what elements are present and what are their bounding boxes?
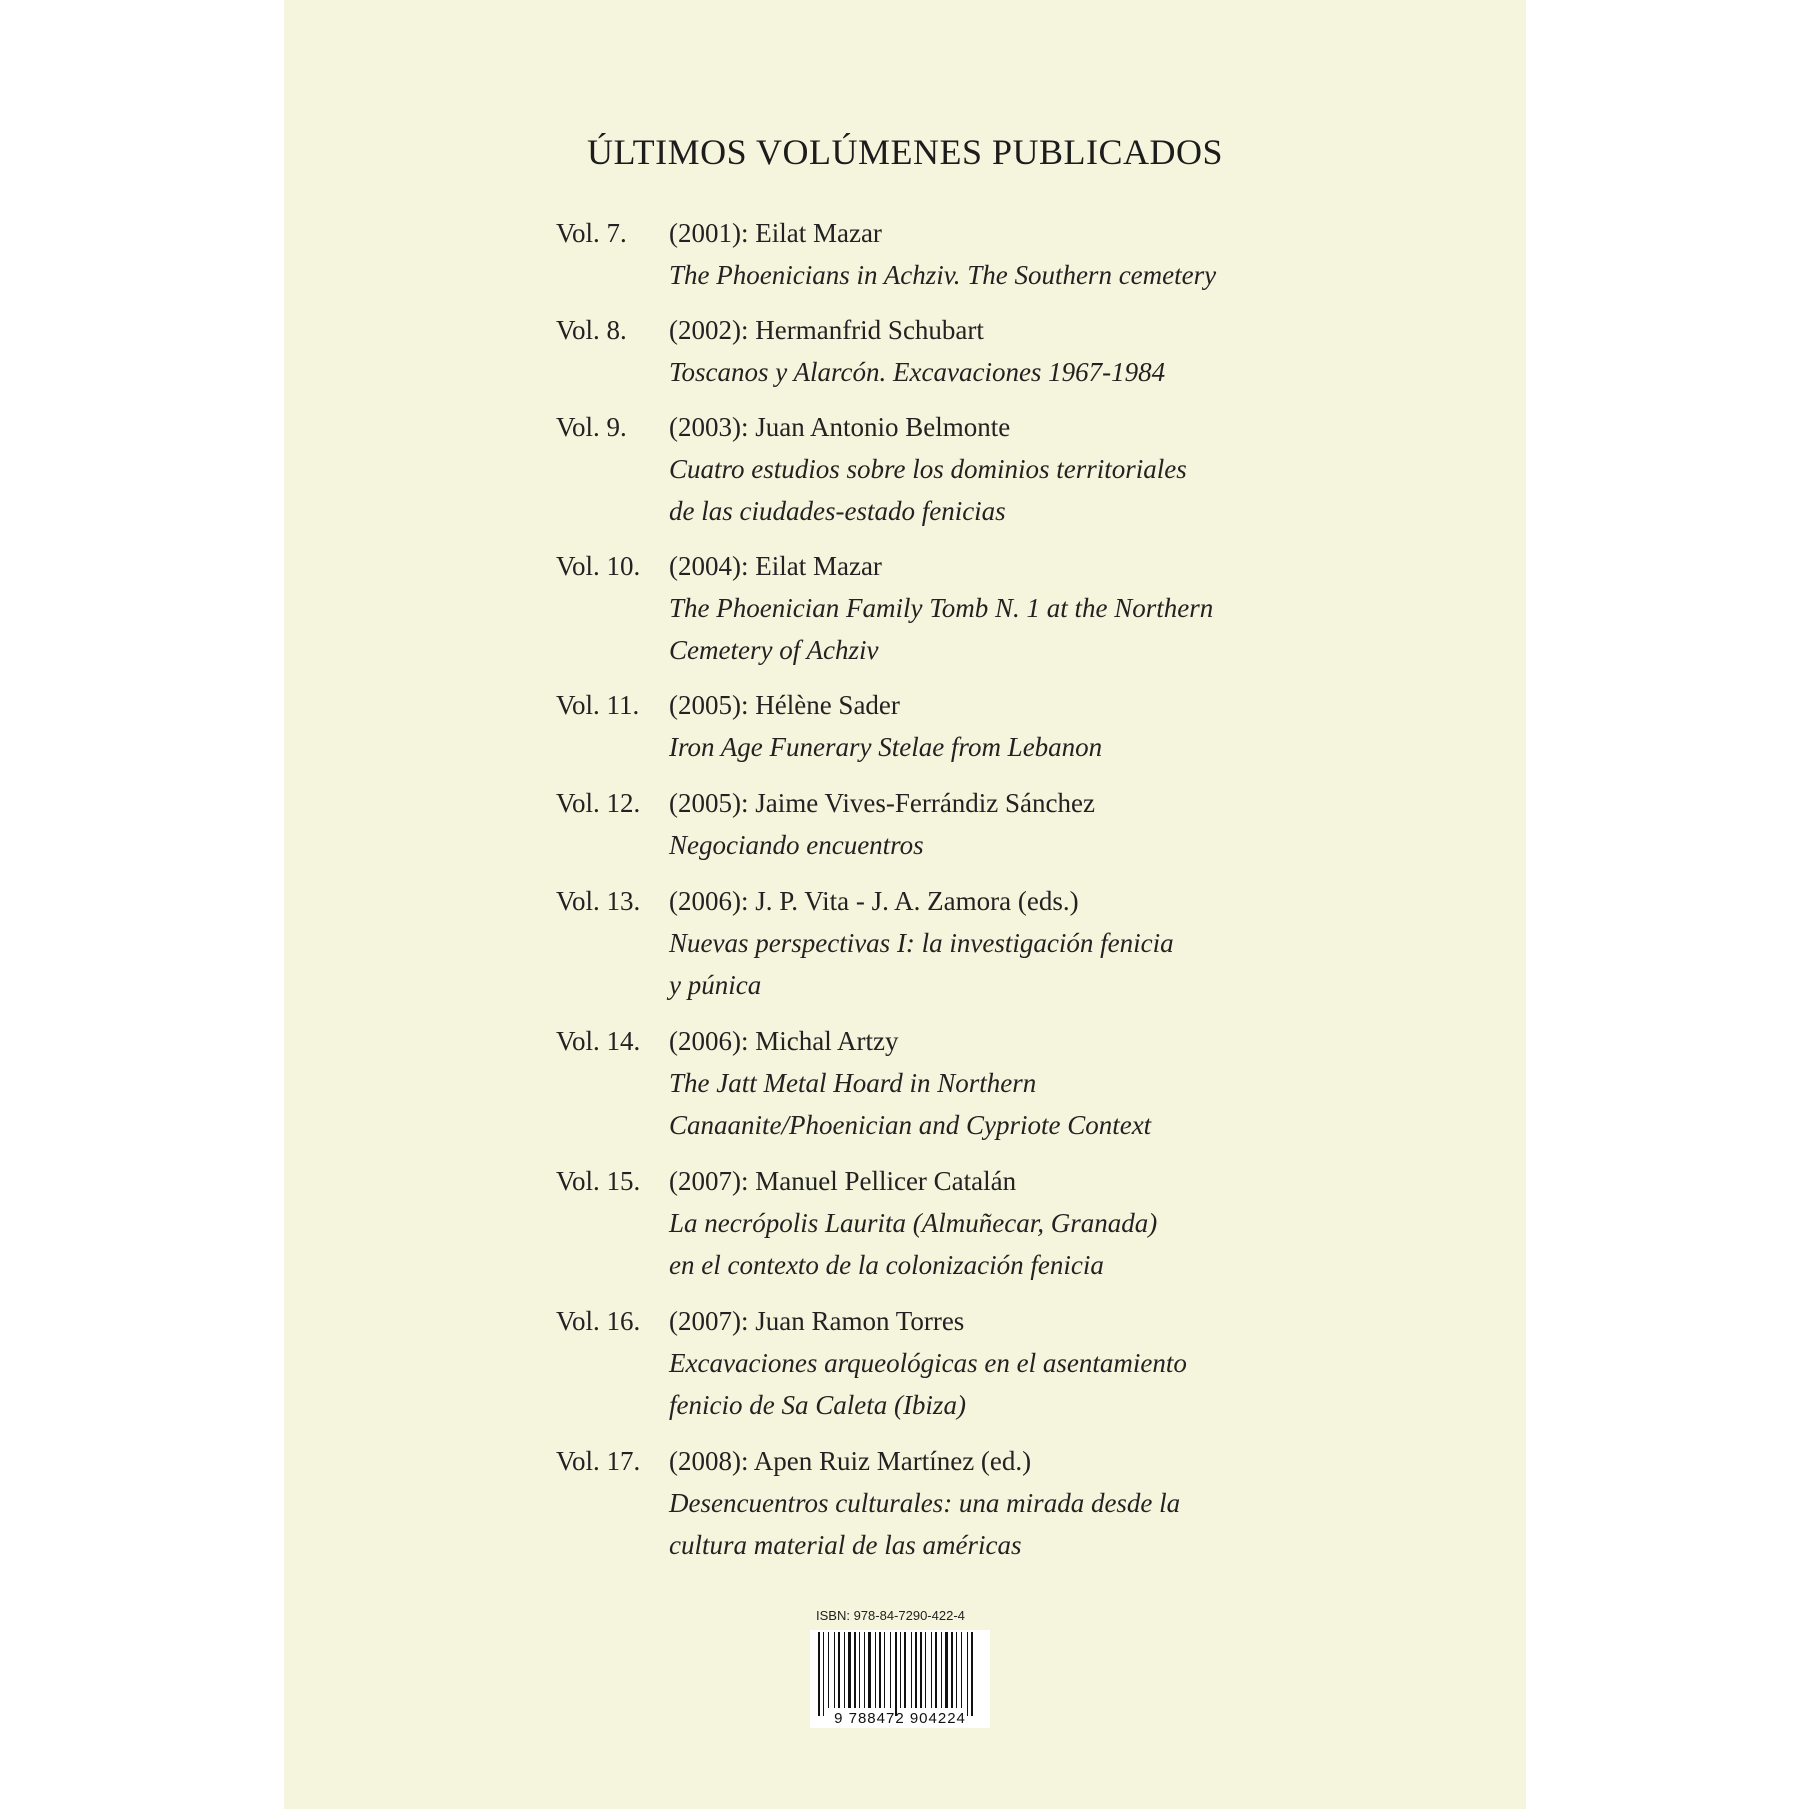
volume-author: (2004): Eilat Mazar <box>669 551 882 581</box>
volume-number: Vol. 13. <box>556 886 641 916</box>
barcode-bar <box>915 1632 917 1708</box>
barcode-bar <box>859 1632 860 1708</box>
volume-author: (2001): Eilat Mazar <box>669 218 882 248</box>
volume-title-line: The Phoenician Family Tomb N. 1 at the Northern <box>669 593 1214 623</box>
isbn-label: ISBN: 978-84-7290-422-4 <box>816 1608 965 1623</box>
isbn-block <box>810 1608 990 1728</box>
volume-details <box>669 1300 1187 1426</box>
barcode-bar <box>838 1632 840 1708</box>
barcode <box>810 1630 990 1728</box>
volume-author: (2007): Juan Ramon Torres <box>669 1306 965 1336</box>
volume-number: Vol. 14. <box>556 1026 641 1056</box>
barcode-bar <box>828 1632 829 1708</box>
barcode-bar <box>834 1632 835 1708</box>
volume-title-line: Excavaciones arqueológicas en el asentamiento <box>669 1348 1187 1378</box>
volume-details <box>669 880 1174 1006</box>
barcode-bar <box>931 1632 932 1708</box>
volume-number: Vol. 16. <box>556 1306 641 1336</box>
volume-author: (2005): Jaime Vives-Ferrándiz Sánchez <box>669 788 1095 818</box>
volume-title-line: Negociando encuentros <box>669 830 924 860</box>
barcode-bar <box>848 1632 851 1708</box>
barcode-bar <box>925 1632 926 1708</box>
barcode-bar <box>951 1632 953 1708</box>
volume-author: (2006): J. P. Vita - J. A. Zamora (eds.) <box>669 886 1079 916</box>
volume-author: (2002): Hermanfrid Schubart <box>669 315 984 345</box>
volume-number: Vol. 7. <box>556 218 627 248</box>
volume-details <box>669 1440 1180 1566</box>
volume-author: (2006): Michal Artzy <box>669 1026 899 1056</box>
volume-number: Vol. 9. <box>556 412 627 442</box>
volume-title-line: The Jatt Metal Hoard in Northern <box>669 1068 1037 1098</box>
barcode-bar <box>911 1632 912 1708</box>
volume-details <box>669 406 1187 532</box>
volume-title-line: Toscanos y Alarcón. Excavaciones 1967-1984 <box>669 357 1166 387</box>
barcode-bar <box>844 1632 845 1708</box>
volume-title-line: de las ciudades-estado fenicias <box>669 496 1006 526</box>
barcode-bar <box>900 1632 901 1708</box>
barcode-bar <box>971 1632 973 1716</box>
barcode-bar <box>884 1632 885 1708</box>
barcode-bar <box>941 1632 942 1708</box>
barcode-bar <box>864 1632 865 1708</box>
barcode-bar <box>895 1632 897 1716</box>
barcode-bar <box>854 1632 856 1708</box>
barcode-bar <box>904 1632 906 1708</box>
volume-number: Vol. 8. <box>556 315 627 345</box>
barcode-bar <box>868 1632 871 1708</box>
volume-title-line: The Phoenicians in Achziv. The Southern cemetery <box>669 260 1217 290</box>
volume-title-line: Canaanite/Phoenician and Cypriote Context <box>669 1110 1152 1140</box>
volume-title-line: fenicio de Sa Caleta (Ibiza) <box>669 1390 966 1420</box>
barcode-bar <box>823 1632 824 1716</box>
back-cover <box>284 0 1526 1809</box>
volume-details <box>669 1160 1157 1286</box>
volume-author: (2005): Hélène Sader <box>669 690 900 720</box>
volume-title-line: cultura material de las américas <box>669 1530 1022 1560</box>
volume-details <box>669 1020 1151 1146</box>
volume-title-line: Iron Age Funerary Stelae from Lebanon <box>669 732 1103 762</box>
barcode-bar <box>935 1632 937 1708</box>
volume-title-line: Cemetery of Achziv <box>669 635 879 665</box>
volume-title-line: Cuatro estudios sobre los dominios territoriales <box>669 454 1187 484</box>
barcode-bar <box>961 1632 962 1708</box>
volume-number: Vol. 15. <box>556 1166 641 1196</box>
volume-details <box>669 782 1095 866</box>
volume-number: Vol. 17. <box>556 1446 641 1476</box>
barcode-bar <box>818 1632 820 1716</box>
volume-author: (2007): Manuel Pellicer Catalán <box>669 1166 1017 1196</box>
barcode-bar <box>879 1632 881 1708</box>
volume-author: (2008): Apen Ruiz Martínez (ed.) <box>669 1446 1032 1476</box>
volume-title-line: La necrópolis Laurita (Almuñecar, Granada) <box>669 1208 1158 1238</box>
volume-title-line: Desencuentros culturales: una mirada desde la <box>669 1488 1181 1518</box>
volume-details <box>669 212 1216 296</box>
barcode-bar <box>920 1632 922 1708</box>
barcode-bar <box>967 1632 968 1716</box>
barcode-bar <box>875 1632 876 1708</box>
volume-details <box>669 545 1213 671</box>
barcode-bar <box>956 1632 957 1708</box>
volume-details <box>669 684 1102 768</box>
volume-number: Vol. 11. <box>556 690 640 720</box>
barcode-bar <box>890 1632 891 1708</box>
barcode-digits: 9 788472 904224 <box>834 1710 966 1727</box>
volume-number: Vol. 10. <box>556 551 641 581</box>
volume-author: (2003): Juan Antonio Belmonte <box>669 412 1011 442</box>
page-title: ÚLTIMOS VOLÚMENES PUBLICADOS <box>586 132 1224 172</box>
volume-details <box>669 309 1165 393</box>
barcode-bar <box>945 1632 948 1708</box>
volume-title-line: en el contexto de la colonización fenicia <box>669 1250 1104 1280</box>
volume-title-line: Nuevas perspectivas I: la investigación fenicia <box>669 928 1174 958</box>
volume-list <box>284 0 1526 1809</box>
volume-title-line: y púnica <box>669 970 762 1000</box>
volume-number: Vol. 12. <box>556 788 641 818</box>
